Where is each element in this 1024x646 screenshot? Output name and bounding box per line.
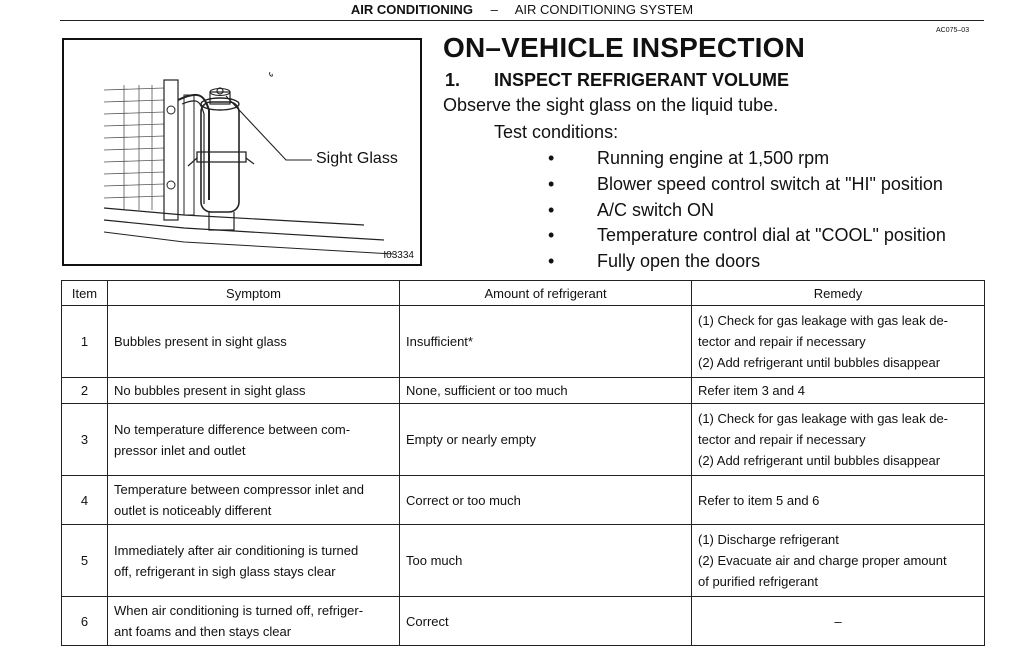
symptom-line: When air conditioning is turned off, refriger- bbox=[114, 603, 364, 618]
header-section: AIR CONDITIONING bbox=[350, 2, 473, 17]
table-row bbox=[62, 378, 985, 404]
header-symptom: Symptom bbox=[108, 281, 400, 306]
remedy-cell: – bbox=[692, 597, 985, 646]
item-cell: 5 bbox=[62, 525, 108, 597]
remedy-line: Refer to item 5 and 6 bbox=[698, 492, 820, 508]
remedy-line: tector and repair if necessary bbox=[698, 334, 866, 349]
item-cell: 1 bbox=[62, 306, 108, 378]
remedy-line: (1) Check for gas leakage with gas leak de- bbox=[698, 411, 949, 426]
bullet: • bbox=[548, 199, 555, 220]
amount-cell: Correct or too much bbox=[400, 476, 692, 525]
table-row bbox=[62, 525, 985, 597]
header-subsection: AIR CONDITIONING SYSTEM bbox=[514, 2, 694, 17]
remedy-cell bbox=[692, 476, 985, 525]
table-row bbox=[62, 306, 985, 378]
remedy-line: (2) Add refrigerant until bubbles disappear bbox=[698, 355, 941, 370]
conditions-list bbox=[548, 147, 946, 276]
header-separator: – bbox=[490, 2, 498, 17]
header-amount: Amount of refrigerant bbox=[400, 281, 692, 306]
amount-cell: Correct bbox=[400, 597, 692, 646]
step-number: 1. bbox=[445, 70, 461, 90]
item-cell: 4 bbox=[62, 476, 108, 525]
condition-item bbox=[548, 250, 946, 276]
remedy-cell bbox=[692, 306, 985, 378]
header-remedy: Remedy bbox=[692, 281, 985, 306]
table-header-row bbox=[62, 281, 985, 306]
condition-text: A/C switch ON bbox=[597, 199, 715, 220]
amount-cell: Empty or nearly empty bbox=[400, 404, 692, 476]
remedy-line: (1) Check for gas leakage with gas leak de- bbox=[698, 313, 949, 328]
page-title: ON–VEHICLE INSPECTION bbox=[443, 32, 806, 63]
symptom-line: No temperature difference between com- bbox=[114, 421, 351, 437]
table-row bbox=[62, 404, 985, 476]
step-text: INSPECT REFRIGERANT VOLUME bbox=[494, 70, 790, 90]
condition-text: Blower speed control switch at "HI" position bbox=[597, 173, 943, 194]
symptom-cell bbox=[108, 525, 400, 597]
sight-glass-label: Sight Glass bbox=[316, 150, 398, 167]
condition-text: Temperature control dial at "COOL" position bbox=[597, 225, 946, 246]
remedy-cell bbox=[692, 525, 985, 597]
page-header bbox=[60, 0, 984, 21]
symptom-line: off, refrigerant in sigh glass stays clear bbox=[114, 563, 336, 579]
symptom-line: Temperature between compressor inlet and bbox=[114, 482, 365, 497]
symptom-line: Immediately after air conditioning is turned bbox=[114, 542, 359, 558]
symptom-cell bbox=[108, 378, 400, 404]
figure-code: I03334 bbox=[383, 250, 414, 261]
symptom-cell bbox=[108, 597, 400, 646]
symptom-line: ant foams and then stays clear bbox=[114, 624, 292, 639]
amount-cell: Too much bbox=[400, 525, 692, 597]
table-row bbox=[62, 597, 985, 646]
bullet: • bbox=[548, 251, 555, 272]
symptom-cell bbox=[108, 404, 400, 476]
symptom-line: No bubbles present in sight glass bbox=[114, 383, 306, 398]
bullet: • bbox=[548, 225, 555, 246]
remedy-line: tector and repair if necessary bbox=[698, 432, 866, 447]
item-cell: 2 bbox=[62, 378, 108, 404]
remedy-line: (2) Add refrigerant until bubbles disappear bbox=[698, 453, 941, 468]
table-row bbox=[62, 476, 985, 525]
remedy-line: Refer item 3 and 4 bbox=[698, 383, 805, 398]
bullet: • bbox=[548, 173, 555, 194]
symptom-cell bbox=[108, 306, 400, 378]
item-cell: 3 bbox=[62, 404, 108, 476]
condition-text: Fully open the doors bbox=[597, 251, 761, 272]
observe-instruction: Observe the sight glass on the liquid tube. bbox=[443, 95, 779, 115]
refrigerant-table bbox=[61, 280, 985, 646]
condition-text: Running engine at 1,500 rpm bbox=[597, 148, 830, 168]
amount-cell: None, sufficient or too much bbox=[400, 378, 692, 404]
header-item: Item bbox=[62, 281, 108, 306]
condition-item bbox=[548, 147, 946, 173]
doc-code: AC075–03 bbox=[936, 27, 970, 34]
condition-item bbox=[548, 199, 946, 225]
amount-cell: Insufficient* bbox=[400, 306, 692, 378]
remedy-cell bbox=[692, 378, 985, 404]
symptom-cell bbox=[108, 476, 400, 525]
conditions-heading: Test conditions: bbox=[494, 122, 619, 142]
condition-item bbox=[548, 224, 946, 250]
step-heading bbox=[445, 70, 789, 91]
remedy-line: (1) Discharge refrigerant bbox=[698, 532, 839, 547]
symptom-line: Bubbles present in sight glass bbox=[114, 334, 287, 349]
remedy-line: of purified refrigerant bbox=[698, 574, 818, 589]
condition-item bbox=[548, 173, 946, 199]
bullet: • bbox=[548, 148, 555, 168]
symptom-line: outlet is noticeably different bbox=[114, 503, 272, 518]
symptom-line: pressor inlet and outlet bbox=[114, 442, 246, 458]
remedy-cell bbox=[692, 404, 985, 476]
remedy-line: (2) Evacuate air and charge proper amount bbox=[698, 553, 947, 568]
figure-box bbox=[62, 38, 422, 266]
item-cell: 6 bbox=[62, 597, 108, 646]
